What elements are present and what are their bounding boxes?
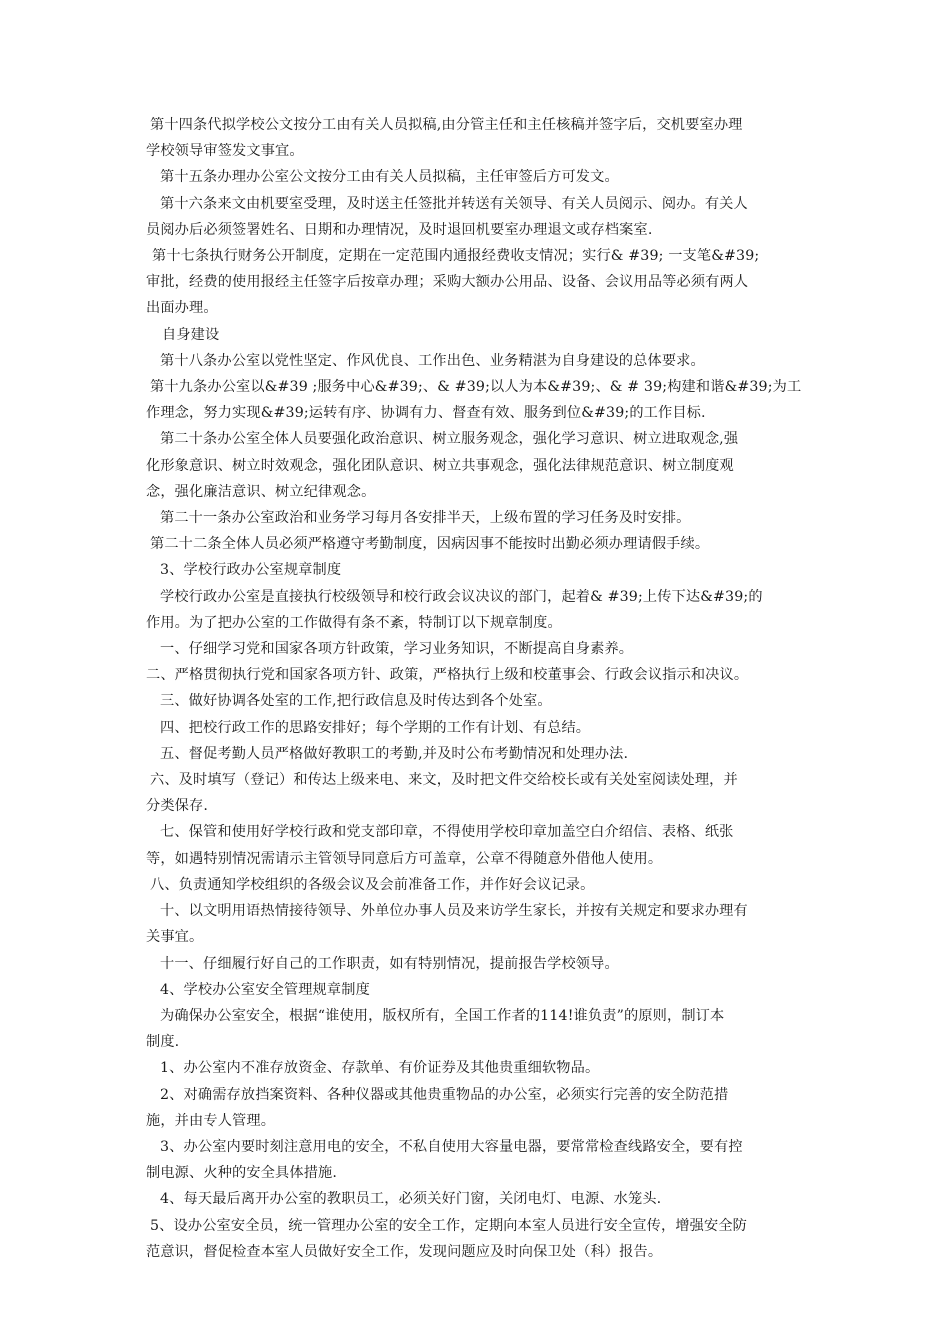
text-line: 第二十一条办公室政治和业务学习每月各安排半天，上级布置的学习任务及时安排。: [160, 510, 691, 527]
text-line: 第二十条办公室全体人员要强化政治意识、树立服务观念，强化学习意识、树立进取观念,强: [160, 431, 739, 448]
text-line: 八、负责通知学校组织的各级会议及会前准备工作，并作好会议记录。: [150, 876, 595, 893]
text-line: 四、把校行政工作的思路安排好；每个学期的工作有计划、有总结。: [160, 719, 591, 736]
text-line: 十一、仔细履行好自己的工作职责，如有特别情况，提前报告学校领导。: [160, 955, 619, 972]
text-line: 自身建设: [162, 326, 220, 343]
text-line: 关事宜。: [146, 929, 204, 946]
text-line: 二、严格贯彻执行党和国家各项方针、政策，严格执行上级和校董事会、行政会议指示和决议。: [146, 667, 749, 684]
text-line: 化形象意识、树立时效观念，强化团队意识、树立共事观念，强化法律规范意识、树立制度观: [146, 457, 734, 474]
text-line: 三、做好协调各处室的工作,把行政信息及时传达到各个处室。: [160, 693, 552, 710]
text-line: 等，如遇特别情况需请示主管领导同意后方可盖章，公章不得随意外借他人使用。: [146, 850, 663, 867]
text-line: 第十九条办公室以&#39 ;服务中心&#39;、& #39;以人为本&#39;、& # 39;构建和谐&#39;为工: [150, 379, 802, 396]
text-line: 五、督促考勤人员严格做好教职工的考勤,并及时公布考勤情况和处理办法.: [160, 745, 629, 762]
text-line: 4、每天最后离开办公室的教职员工，必须关好门窗，关闭电灯、电源、水笼头.: [160, 1191, 662, 1208]
text-line: 1、办公室内不准存放资金、存款单、有价证券及其他贵重细软物品。: [160, 1060, 600, 1077]
text-line: 制电源、火种的安全具体措施.: [146, 1165, 338, 1182]
text-line: 范意识，督促检查本室人员做好安全工作，发现问题应及时向保卫处（科）报告。: [146, 1243, 663, 1260]
text-line: 第二十二条全体人员必须严格遵守考勤制度，因病因事不能按时出勤必须办理请假手续。: [150, 536, 710, 553]
text-line: 出面办理。: [146, 300, 218, 317]
text-line: 3、办公室内要时刻注意用电的安全，不私自使用大容量电器，要常常检查线路安全，要有控: [160, 1138, 743, 1155]
text-line: 七、保管和使用好学校行政和党支部印章，不得使用学校印章加盖空白介绍信、表格、纸张: [160, 824, 734, 841]
text-line: 3、学校行政办公室规章制度: [160, 562, 342, 579]
text-line: 第十六条来文由机要室受理，及时送主任签批并转送有关领导、有关人员阅示、阅办。有关人: [160, 195, 748, 212]
text-line: 审批，经费的使用报经主任签字后按章办理；采购大额办公用品、设备、会议用品等必须有两人: [146, 274, 749, 291]
text-line: 员阅办后必须签署姓名、日期和办理情况，及时退回机要室办理退文或存档案室.: [146, 221, 653, 238]
text-line: 学校行政办公室是直接执行校级领导和校行政会议决议的部门，起着& #39;上传下达&#39;的: [160, 588, 763, 605]
text-line: 十、以文明用语热情接待领导、外单位办事人员及来访学生家长，并按有关规定和要求办理有: [160, 903, 748, 920]
text-line: 第十八条办公室以党性坚定、作风优良、工作出色、业务精湛为自身建设的总体要求。: [160, 352, 705, 369]
text-line: 学校领导审签发文事宜。: [146, 143, 304, 160]
text-line: 六、及时填写（登记）和传达上级来电、来文，及时把文件交给校长或有关处室阅读处理，并: [150, 772, 738, 789]
text-line: 第十七条执行财务公开制度，定期在一定范围内通报经费收支情况；实行& #39; 一支笔&#39;: [152, 248, 760, 265]
text-line: 第十四条代拟学校公文按分工由有关人员拟稿,由分管主任和主任核稿并签字后，交机要室办理: [150, 117, 743, 133]
text-line: 作用。为了把办公室的工作做得有条不紊，特制订以下规章制度。: [146, 614, 562, 631]
document-page: [0, 112, 950, 1265]
text-line: 分类保存.: [146, 798, 209, 815]
text-line: 念，强化廉洁意识、树立纪律观念。: [146, 483, 376, 500]
text-line: 4、学校办公室安全管理规章制度: [160, 981, 370, 998]
text-line: 5、设办公室安全员，统一管理办公室的安全工作，定期向本室人员进行安全宣传，增强安全防: [150, 1217, 748, 1234]
text-line: 为确保办公室安全，根据“谁使用，版权所有，全国工作者的114!谁负责”的原则，制订本: [160, 1007, 725, 1024]
text-line: 一、仔细学习党和国家各项方针政策，学习业务知识，不断提高自身素养。: [160, 641, 634, 658]
text-line: 2、对确需存放挡案资料、各种仪器或其他贵重物品的办公室，必须实行完善的安全防范措: [160, 1086, 729, 1103]
text-line: 施，并由专人管理。: [146, 1112, 276, 1129]
text-line: 作理念，努力实现&#39;运转有序、协调有力、督查有效、服务到位&#39;的工作目标.: [146, 405, 706, 422]
text-line: 第十五条办理办公室公文按分工由有关人员拟稿，主任审签后方可发文。: [160, 169, 619, 186]
text-line: 制度.: [146, 1034, 180, 1051]
